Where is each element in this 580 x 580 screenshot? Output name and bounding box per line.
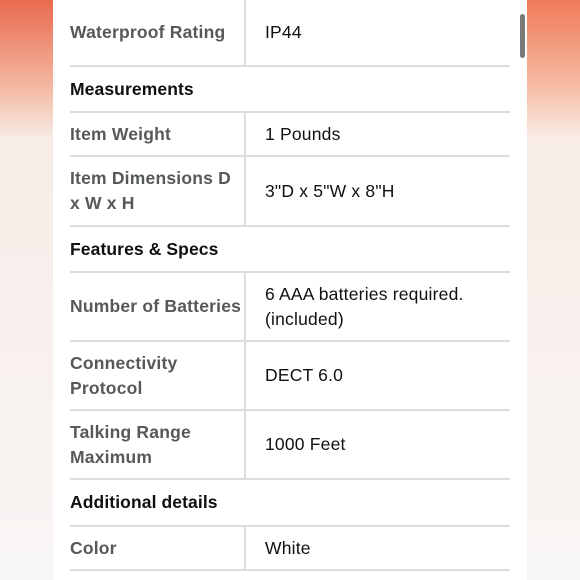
section-heading-features-specs: Features & Specs: [70, 227, 510, 273]
spec-label: Number of Batteries: [70, 273, 246, 340]
section-heading-additional-details: Additional details: [70, 480, 510, 527]
spec-value: 1 Pounds: [265, 123, 341, 144]
spec-value: 6 AAA batteries required. (included): [265, 283, 464, 329]
scrollbar-thumb[interactable]: [520, 14, 525, 58]
section-heading-measurements: Measurements: [70, 67, 510, 113]
background-left: [0, 0, 53, 580]
spec-row-item-weight: [70, 113, 510, 157]
spec-label: Item Dimensions D x W x H: [70, 157, 246, 225]
spec-value: DECT 6.0: [265, 365, 344, 385]
spec-row-item-dimensions: [70, 157, 510, 227]
spec-row-number-of-batteries: [70, 273, 510, 342]
spec-label: Connectivity Protocol: [70, 342, 246, 409]
background-right: [527, 0, 580, 580]
spec-label: Item Weight: [70, 113, 246, 155]
spec-value: 1000 Feet: [265, 434, 346, 454]
spec-label: Color: [70, 527, 246, 569]
spec-row-color: [70, 527, 510, 571]
spec-value: White: [265, 537, 311, 558]
spec-value: IP44: [265, 21, 302, 42]
spec-value: 3"D x 5"W x 8"H: [265, 180, 395, 201]
spec-row-connectivity-protocol: [70, 342, 510, 411]
spec-label: Waterproof Rating: [70, 0, 246, 65]
product-details-sheet[interactable]: [53, 0, 527, 580]
spec-label: Talking Range Maximum: [70, 411, 246, 478]
spec-row-waterproof-rating: [70, 0, 510, 67]
spec-row-talking-range: [70, 411, 510, 480]
